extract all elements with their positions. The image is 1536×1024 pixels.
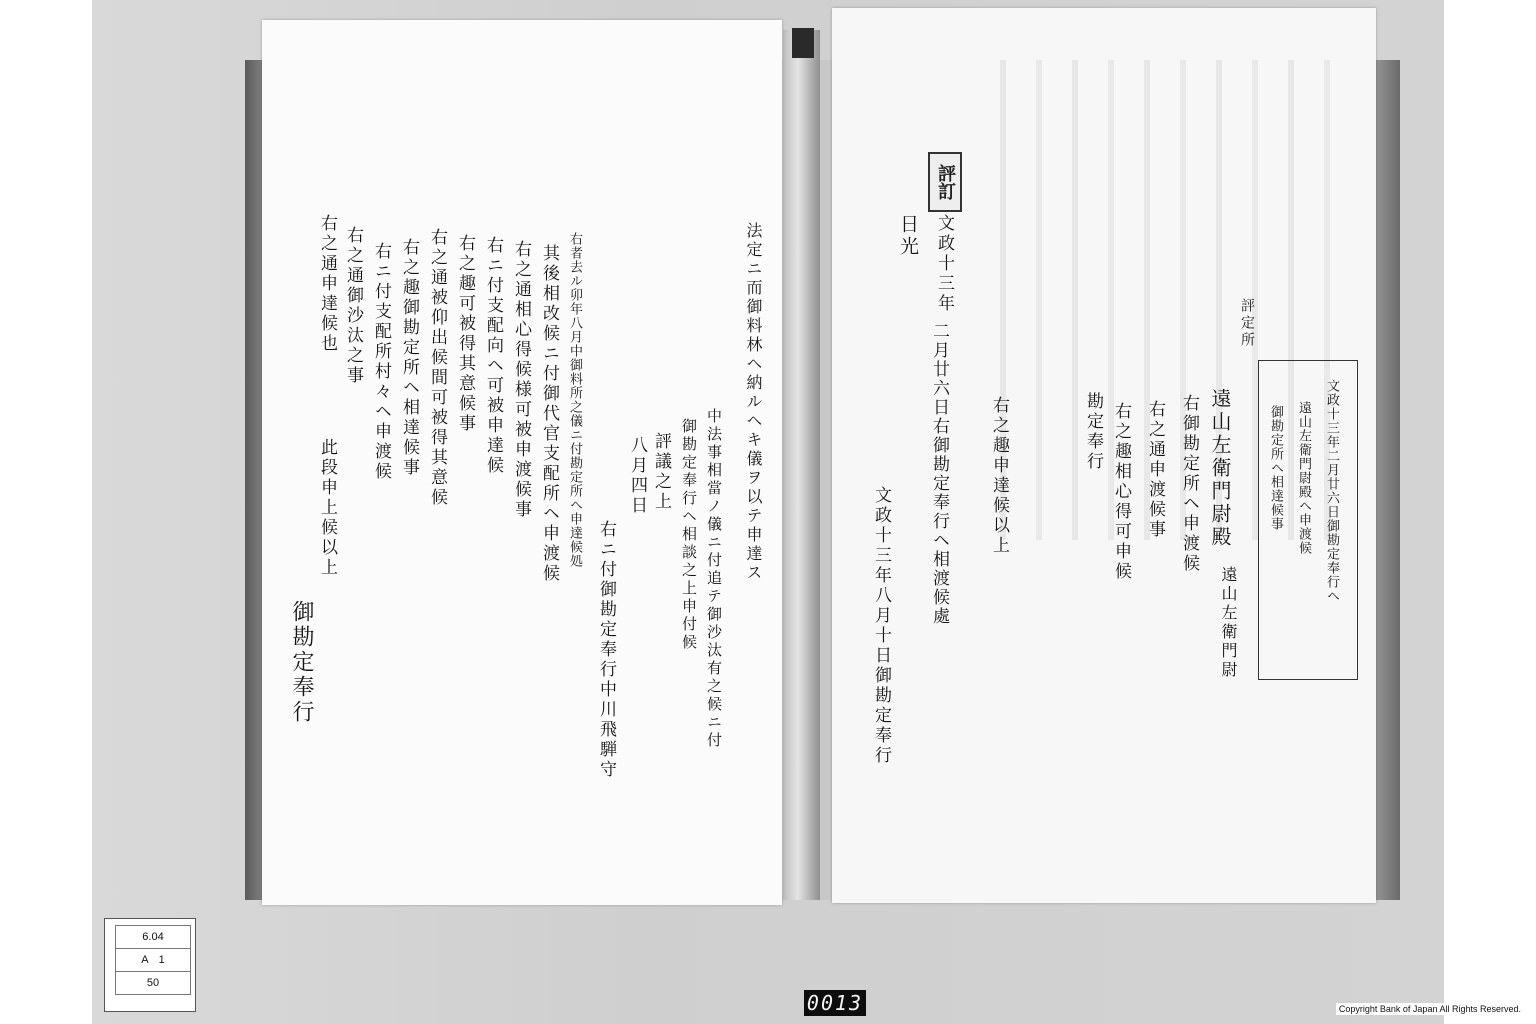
- archive-label-card: [104, 918, 196, 1012]
- boxed-column-2: 遠山左衛門尉殿ヘ申渡候: [1296, 401, 1311, 555]
- archive-label-grid: [115, 925, 191, 995]
- boxed-column-1: 文政十三年二月廿六日御勘定奉行ヘ: [1324, 379, 1339, 603]
- right-column-10: 勘定奉行: [1083, 392, 1103, 472]
- left-column-15: 右之通御沙汰之事: [343, 226, 363, 386]
- archive-label-volume: 1: [158, 954, 165, 966]
- left-column-7: 右者去ル卯年八月中御料所之儀ニ付勘定所ヘ申達候処: [567, 232, 582, 568]
- archive-label-row-2: [116, 949, 190, 972]
- left-column-14: 右ニ付支配所村々ヘ申渡候: [371, 242, 391, 482]
- right-column-11: 遠山左衛門尉: [1219, 566, 1238, 680]
- left-column-12: 右之通被仰出候間可被得其意候: [427, 228, 447, 508]
- right-column-12: 右之趣申達候以上: [989, 396, 1009, 556]
- boxed-annotation: [1258, 360, 1358, 680]
- left-column-16: 右之通申達候也: [317, 214, 337, 354]
- right-column-9: 右之趣相心得可申候: [1111, 402, 1131, 582]
- left-column-6: 右ニ付御勘定奉行中川飛騨守: [596, 520, 616, 780]
- archive-label-row-3: [116, 972, 190, 994]
- archive-label-item: 50: [146, 977, 160, 989]
- boxed-column-3: 御勘定所ヘ相達候事: [1268, 405, 1283, 531]
- left-column-10: 右ニ付支配向ヘ可被申達候: [483, 236, 503, 476]
- left-column-8: 其後相改候ニ付御代官支配所ヘ申渡候: [539, 244, 559, 584]
- left-column-18: 御勘定奉行: [289, 600, 314, 725]
- left-column-11: 右之趣可被得其意候事: [455, 234, 475, 434]
- right-column-5: 遠山左衛門尉殿: [1208, 388, 1232, 549]
- book-spine: [783, 30, 820, 900]
- right-column-7: 評定所: [1239, 298, 1255, 349]
- left-column-9: 右之通相心得候様可被申渡候事: [511, 240, 531, 520]
- archive-label-row-1: [116, 926, 190, 949]
- archive-label-series: A: [141, 954, 149, 966]
- left-column-3: 御勘定奉行ヘ相談之上申付候: [680, 418, 698, 652]
- red-seal-stamp: 評訂: [928, 152, 962, 212]
- right-column-3: 二月廿六日右御勘定奉行ヘ相渡候處: [929, 322, 949, 626]
- left-column-17: 此段申上候以上: [317, 438, 337, 578]
- right-column-4: 文政十三年八月十日御勘定奉行: [871, 486, 891, 766]
- archive-label-code: 6.04: [142, 931, 164, 943]
- right-column-6: 右御勘定所ヘ申渡候: [1179, 394, 1199, 574]
- spine-tab: [792, 28, 814, 58]
- right-column-8: 右之通申渡候事: [1145, 400, 1165, 540]
- left-column-2: 中法事相當ノ儀ニ付追テ御沙汰有之候ニ付: [705, 408, 723, 750]
- left-column-1: 法定ニ而御料林ヘ納ルヘキ儀ヲ以テ申達ス: [744, 222, 763, 583]
- left-column-13: 右之趣御勘定所ヘ相達候事: [399, 238, 419, 478]
- copyright-notice: Copyright Bank of Japan All Rights Reserved.: [1336, 1003, 1524, 1015]
- left-column-4: 評議之上: [651, 432, 671, 512]
- right-column-2: 日光: [897, 214, 919, 258]
- frame-number: 0013: [804, 990, 866, 1016]
- right-column-1: 文政十三年: [934, 214, 954, 314]
- left-column-5: 八月四日: [627, 436, 647, 516]
